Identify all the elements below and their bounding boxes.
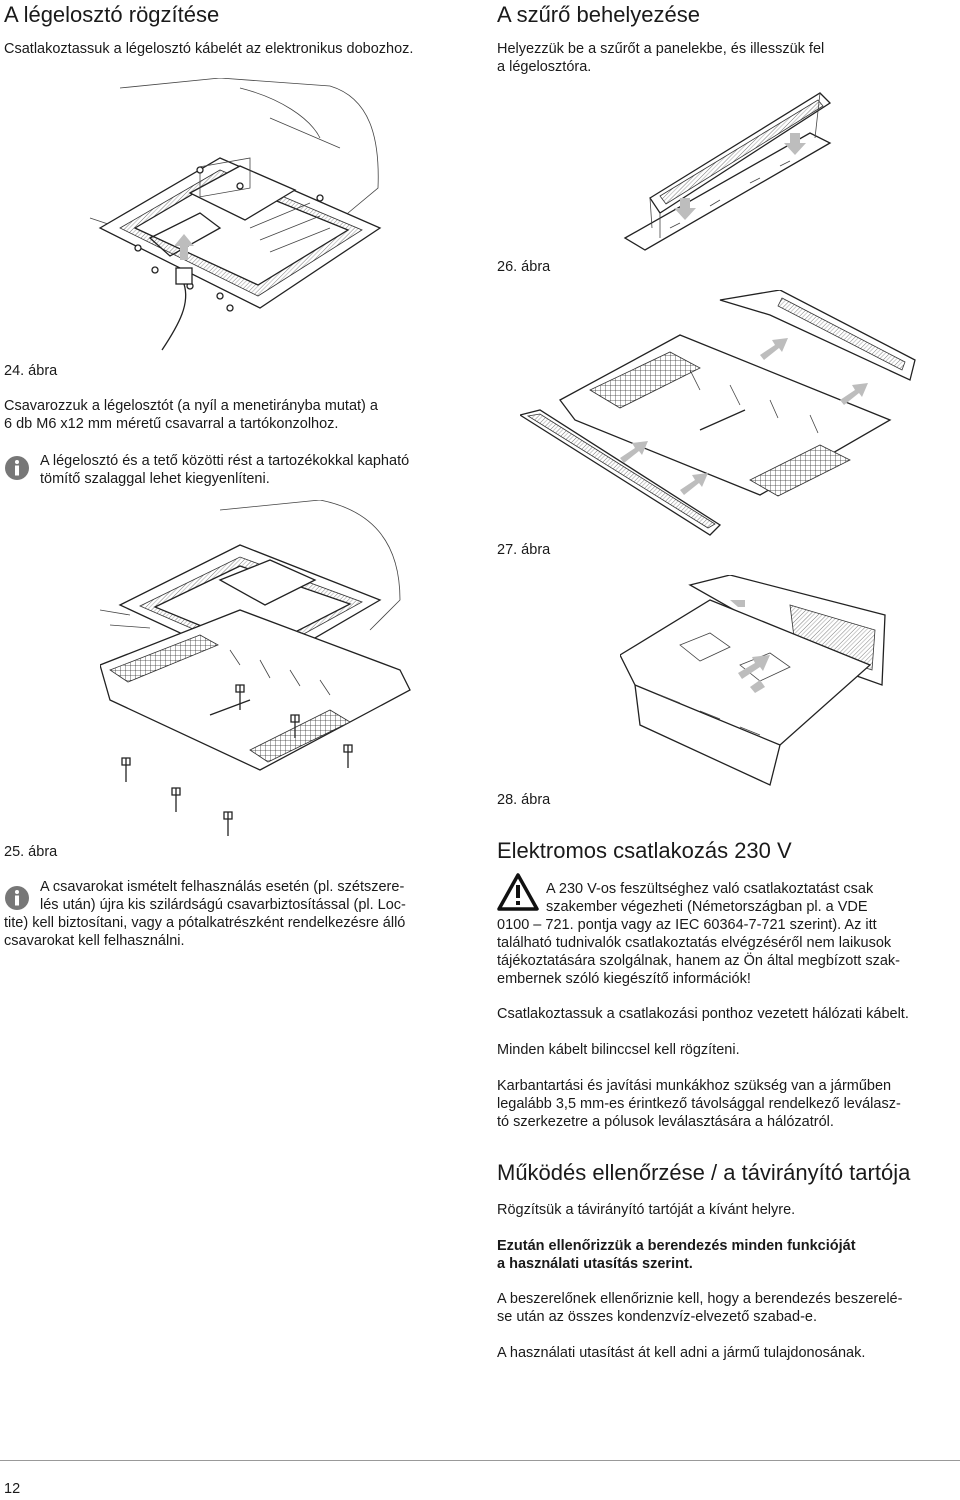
info-text-2-line2: lés után) újra kis szilárdságú csavarbiztosítással (pl. Loc- xyxy=(40,897,406,913)
intro-text: Csatlakoztassuk a légelosztó kábelét az elektronikus dobozhoz. xyxy=(4,41,414,57)
section-heading-filter: A szűrő behelyezése xyxy=(497,2,701,27)
section-heading-function-check: Működés ellenőrzése / a távirányító tartója xyxy=(497,1160,911,1185)
warning-line3: 0100 – 721. pontja vagy az IEC 60364-7-721 szerint). Az itt xyxy=(497,917,877,933)
warning-line4: található tudnivalók csatlakoztatás elvégzéséről nem laikusok xyxy=(497,935,892,951)
paragraph-maintenance-line1: Karbantartási és javítási munkákhoz szükség van a járműben xyxy=(497,1078,892,1094)
warning-icon xyxy=(497,873,539,911)
paragraph-hand-over-manual: A használati utasítást át kell adni a jármű tulajdonosának. xyxy=(497,1345,866,1361)
section-heading-air-distributor: A légelosztó rögzítése xyxy=(4,2,220,27)
filter-intro-line1: Helyezzük be a szűrőt a panelekbe, és illesszük fel xyxy=(497,41,825,57)
figure-25-caption: 25. ábra xyxy=(4,844,58,860)
figure-27-caption: 27. ábra xyxy=(497,542,551,558)
figure-27-illustration xyxy=(520,290,920,540)
paragraph-screw-line1: Csavarozzuk a légelosztót (a nyíl a menetirányba mutat) a xyxy=(4,398,378,414)
paragraph-screw-line2: 6 db M6 x12 mm méretű csavarral a tartókonzolhoz. xyxy=(4,416,339,432)
info-icon xyxy=(4,455,30,481)
warning-line2: szakember végezheti (Németországban pl. a VDE xyxy=(546,899,868,915)
info-text-2-line4: csavarokat kell felhasználni. xyxy=(4,933,185,949)
figure-26-illustration xyxy=(620,88,840,258)
figure-26-caption: 26. ábra xyxy=(497,259,551,275)
info-text-1-line2: tömítő szalaggal lehet kiegyenlíteni. xyxy=(40,471,270,487)
filter-intro-line2: a légelosztóra. xyxy=(497,59,592,75)
section-heading-electrical: Elektromos csatlakozás 230 V xyxy=(497,838,792,863)
paragraph-connect-cable: Csatlakoztassuk a csatlakozási ponthoz vezetett hálózati kábelt. xyxy=(497,1006,909,1022)
warning-line6: embernek szóló kiegészítő információk! xyxy=(497,971,751,987)
paragraph-remote-holder: Rögzítsük a távirányító tartóját a kívánt helyre. xyxy=(497,1202,796,1218)
info-text-1-line1: A légelosztó és a tető közötti rést a tartozékokkal kapható xyxy=(40,453,410,469)
paragraph-clamp-cables: Minden kábelt bilinccsel kell rögzíteni. xyxy=(497,1042,740,1058)
figure-25-illustration xyxy=(100,500,420,840)
warning-line1: A 230 V-os feszültséghez való csatlakoztatást csak xyxy=(546,881,874,897)
figure-28-caption: 28. ábra xyxy=(497,792,551,808)
warning-line5: tájékoztatására szolgálnak, hanem az Ön által megbízott szak- xyxy=(497,953,900,969)
info-icon xyxy=(4,885,30,911)
paragraph-condensate-line1: A beszerelőnek ellenőriznie kell, hogy a berendezés beszerelé- xyxy=(497,1291,903,1307)
page-number: 12 xyxy=(4,1481,21,1497)
bold-check-line1: Ezután ellenőrizzük a berendezés minden funkcióját xyxy=(497,1238,856,1254)
figure-24-caption: 24. ábra xyxy=(4,363,58,379)
paragraph-maintenance-line3: tó szerkezetre a pólusok leválasztására a hálózatról. xyxy=(497,1114,834,1130)
info-text-2-line3: tite) kell biztosítani, vagy a pótalkatrészként rendelkezésre álló xyxy=(4,915,406,931)
paragraph-condensate-line2: se után az összes kondenzvíz-elvezető szabad-e. xyxy=(497,1309,817,1325)
bold-check-line2: a használati utasítás szerint. xyxy=(497,1256,693,1272)
figure-24-illustration xyxy=(80,78,420,358)
paragraph-maintenance-line2: legalább 3,5 mm-es érintkező távolsággal rendelkező leválasz- xyxy=(497,1096,901,1112)
info-text-2-line1: A csavarokat ismételt felhasználás esetén (pl. szétszere- xyxy=(40,879,405,895)
figure-28-illustration xyxy=(620,575,890,790)
footer-divider xyxy=(0,1460,960,1461)
